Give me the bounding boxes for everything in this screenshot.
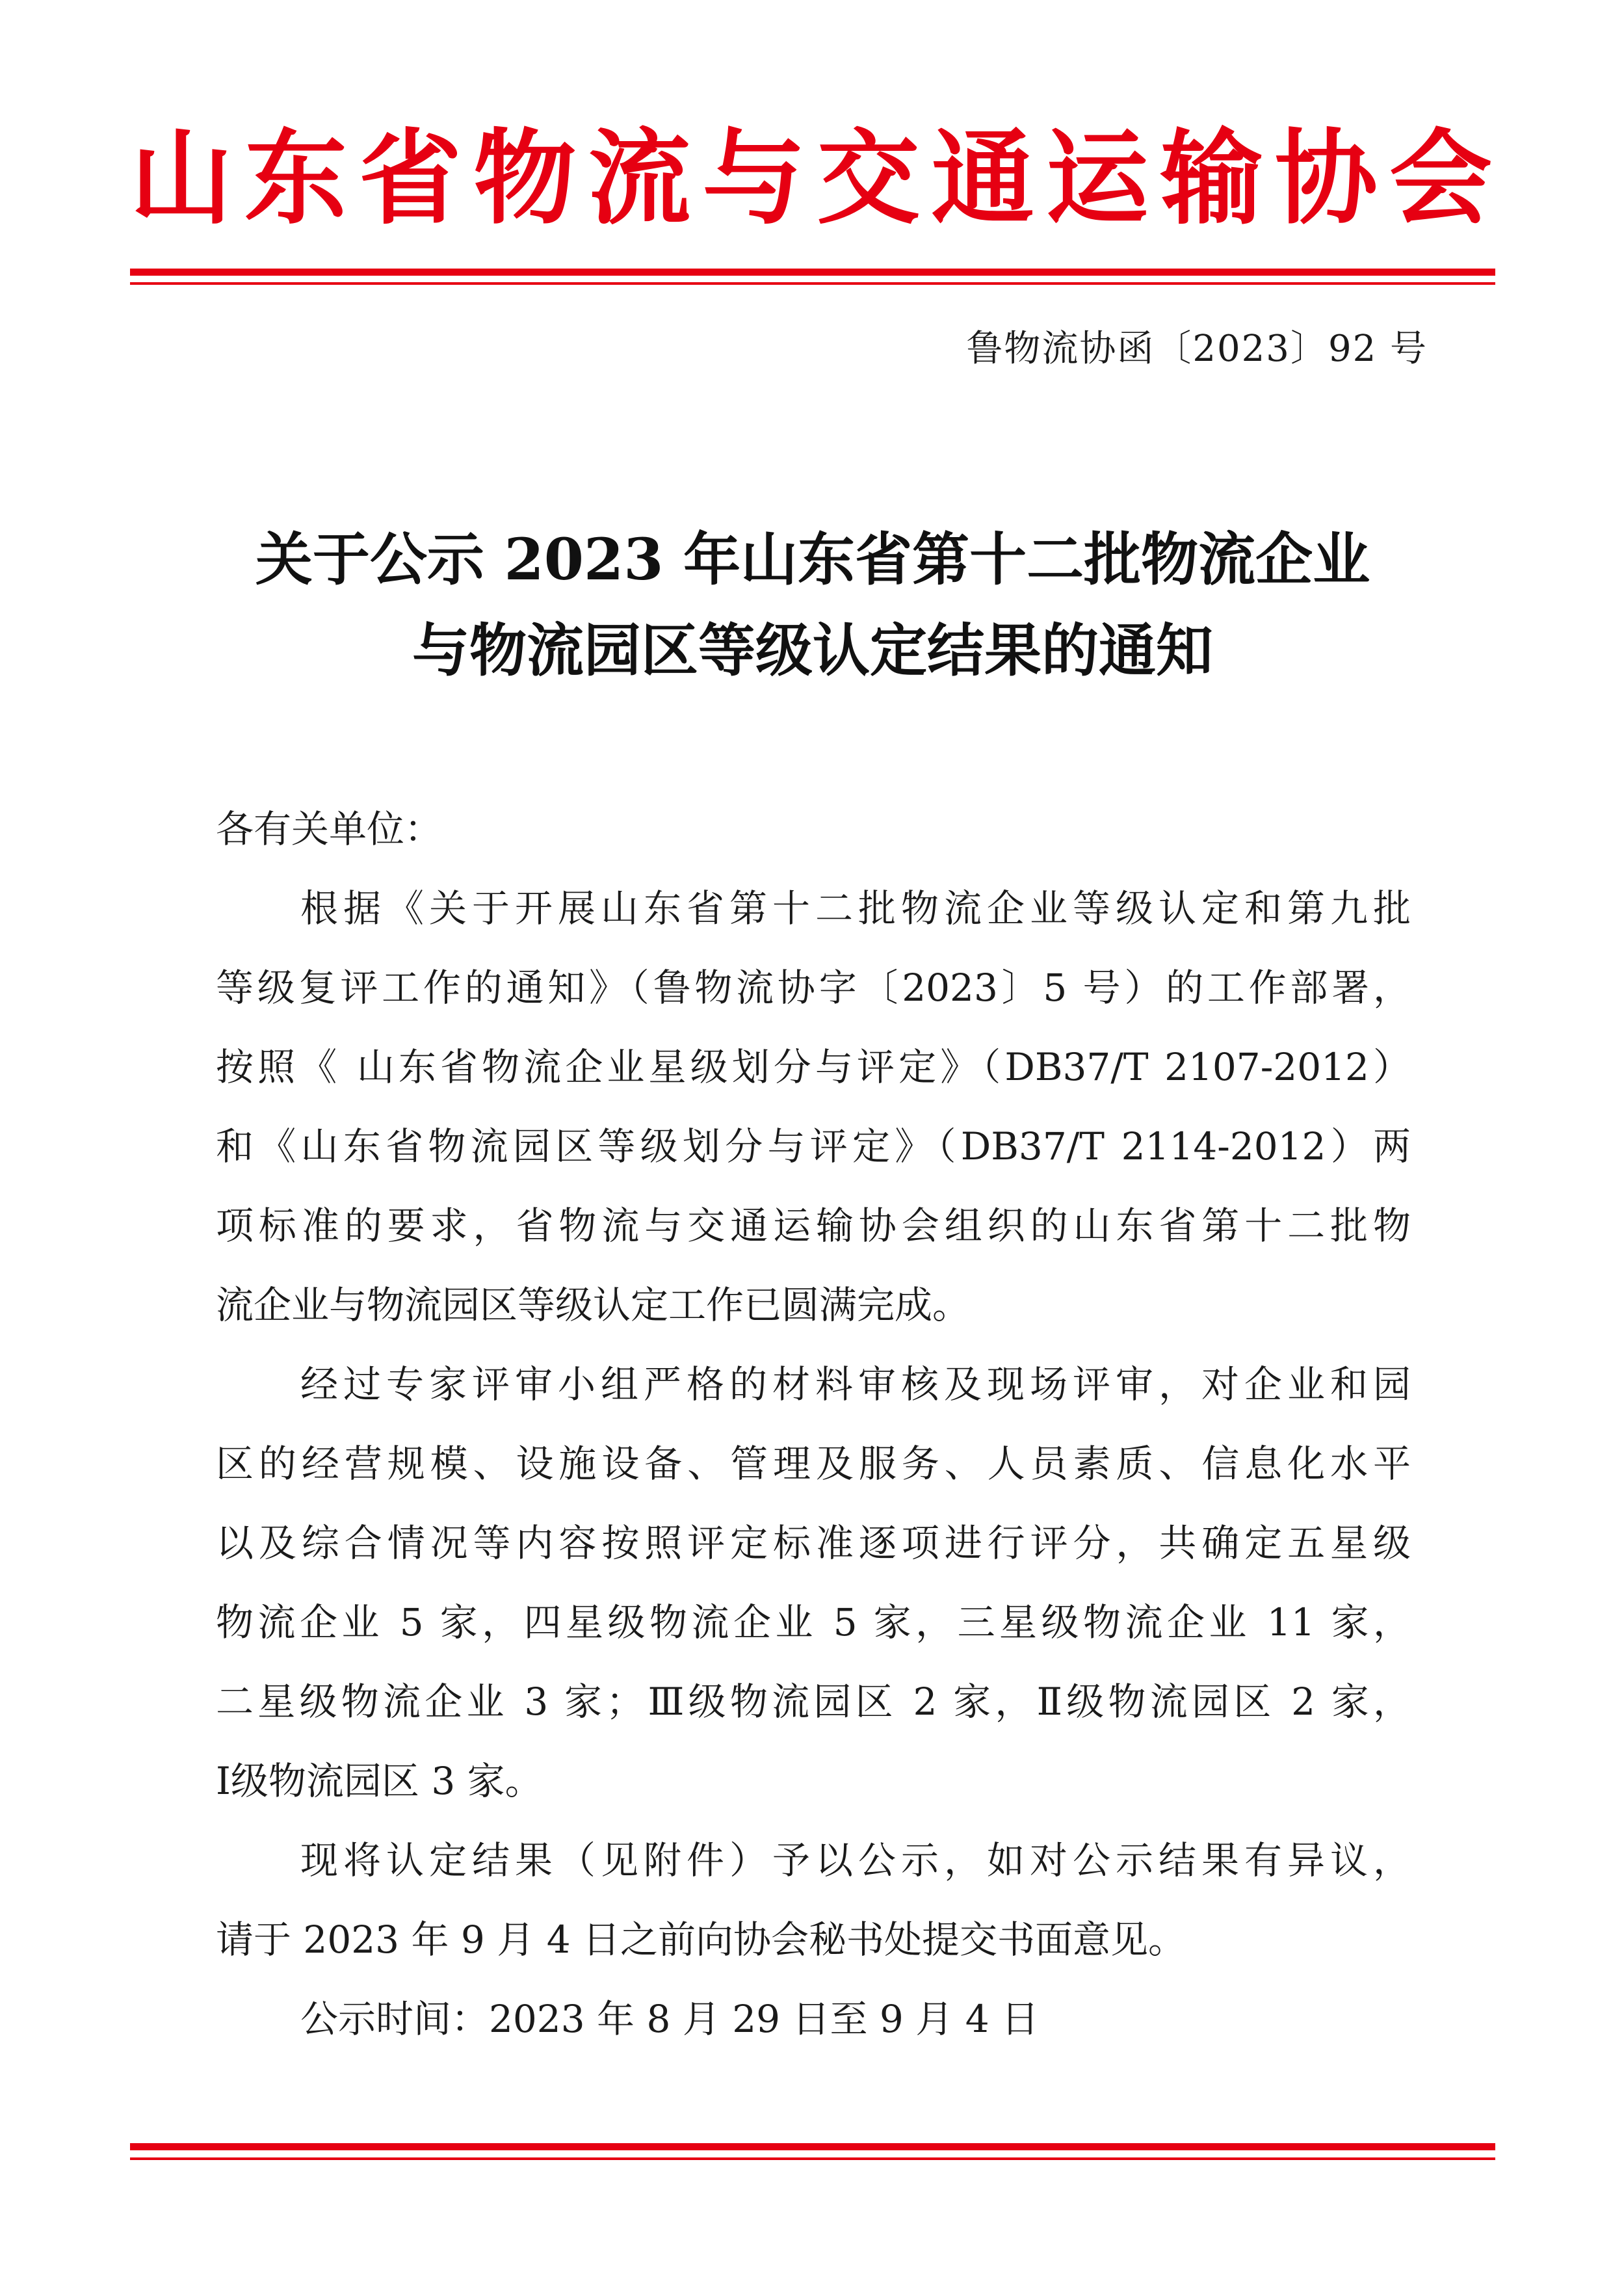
body-line: 根据《关于开展山东省第十二批物流企业等级认定和第九批 [300, 886, 1411, 930]
body-line: 经过专家评审小组严格的材料审核及现场评审，对企业和园 [300, 1362, 1411, 1406]
body-line: 流企业与物流园区等级认定工作已圆满完成。 [216, 1283, 971, 1327]
body-line: 项标准的要求，省物流与交通运输协会组织的山东省第十二批物 [216, 1204, 1411, 1248]
footer-divider-thick [130, 2143, 1495, 2150]
notice-title-line-1: 关于公示 2023 年山东省第十二批物流企业 [255, 525, 1370, 593]
letterhead-divider-thin [130, 282, 1495, 285]
footer-divider-thin [130, 2157, 1495, 2160]
body-line: 物流企业 5 家，四星级物流企业 5 家，三星级物流企业 11 家， [216, 1600, 1411, 1644]
body-line: Ⅰ级物流园区 3 家。 [216, 1759, 543, 1803]
letterhead-organization-name: 山东省物流与交通运输协会 [130, 118, 1495, 239]
body-line: 和《山东省物流园区等级划分与评定》（DB37/T 2114-2012）两 [216, 1124, 1411, 1168]
body-line: 现将认定结果（见附件）予以公示，如对公示结果有异议， [300, 1838, 1411, 1882]
salutation: 各有关单位： [216, 807, 443, 851]
publicity-period: 公示时间：2023 年 8 月 29 日至 9 月 4 日 [300, 1997, 1040, 2041]
notice-title-line-2: 与物流园区等级认定结果的通知 [412, 616, 1213, 684]
body-line: 请于 2023 年 9 月 4 日之前向协会秘书处提交书面意见。 [216, 1918, 1186, 1962]
body-line: 等级复评工作的通知》（鲁物流协字〔2023〕5 号）的工作部署， [216, 966, 1411, 1010]
body-line: 二星级物流企业 3 家；Ⅲ级物流园区 2 家，Ⅱ级物流园区 2 家， [216, 1680, 1411, 1724]
letterhead-divider-thick [130, 269, 1495, 276]
document-number: 鲁物流协函〔2023〕92 号 [966, 328, 1428, 370]
body-line: 以及综合情况等内容按照评定标准逐项进行评分，共确定五星级 [216, 1521, 1411, 1565]
body-line: 按照《 山东省物流企业星级划分与评定》（DB37/T 2107-2012） [216, 1045, 1411, 1089]
body-line: 区的经营规模、设施设备、管理及服务、人员素质、信息化水平 [216, 1442, 1411, 1486]
